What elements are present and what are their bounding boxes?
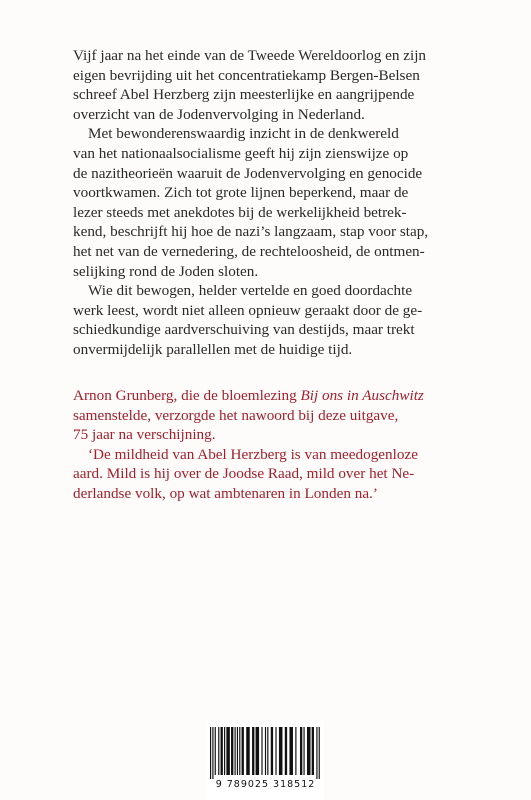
barcode-bar — [316, 727, 317, 779]
blurb-line: van het nationaalsocialisme geeft hij zijn zienswijze op — [73, 144, 409, 162]
barcode-bar — [307, 727, 311, 775]
barcode-bar — [226, 727, 230, 775]
blurb-text — [73, 46, 473, 360]
barcode-bar — [319, 727, 320, 779]
blurb-line: de nazitheorieën waaruit de Jodenvervolging en genocide — [73, 164, 423, 182]
blurb-paragraph-1 — [73, 46, 473, 124]
blurb-line: schreef Abel Herzberg zijn meesterlijke en aangrijpende — [73, 86, 415, 104]
blurb-line: onvermijdelijk parallellen met de huidige tijd. — [73, 340, 353, 358]
quote-line: ‘De mildheid van Abel Herzberg is van meedogenloze — [88, 445, 418, 463]
afterword-line: samenstelde, verzorgde het nawoord bij deze uitgave, — [73, 406, 399, 424]
barcode-bar — [239, 727, 240, 775]
blurb-line: Vijf jaar na het einde van de Tweede Wereldoorlog en zijn — [73, 47, 427, 64]
blurb-line: selijking rond de Joden sloten. — [73, 262, 259, 280]
blurb-line: het net van de vernedering, de rechteloosheid, de ontmen- — [73, 242, 425, 260]
barcode-bar — [271, 727, 273, 775]
blurb-line: Wie dit bewogen, helder vertelde en goed doordachte — [88, 282, 413, 300]
barcode-bar — [215, 727, 216, 775]
barcode-bar — [295, 727, 296, 775]
blurb-paragraph-2 — [73, 124, 473, 281]
blurb-line: overzicht van de Jodenvervolging in Nederland. — [73, 105, 365, 123]
barcode-bar — [285, 727, 287, 775]
barcode-bar — [231, 727, 233, 775]
quote-line: derlandse volk, op wat ambtenaren in Londen na.’ — [73, 484, 378, 502]
isbn-barcode — [207, 721, 324, 800]
barcode-bar — [246, 727, 250, 775]
isbn-number: 9 789025 318512 — [215, 779, 316, 790]
anthology-title: Bij ons in Auschwitz — [300, 387, 424, 404]
blurb-line: voortkwamen. Zich tot grote lijnen beperkend, maar de — [73, 184, 409, 202]
afterword-note — [73, 386, 473, 504]
barcode-bar — [252, 727, 254, 775]
barcode-bar — [289, 727, 293, 775]
barcode-bar — [237, 727, 238, 775]
barcode-bar — [212, 727, 213, 779]
barcode-bars — [210, 727, 321, 779]
blurb-line: schiedkundige aardverschuiving van destijds, maar trekt — [73, 321, 415, 339]
afterword-line — [73, 386, 473, 406]
barcode-bar — [312, 727, 314, 775]
barcode-bar — [221, 727, 223, 775]
blurb-line: lezer steeds met anekdotes bij de werkelijkheid betrek- — [73, 203, 407, 221]
blurb-line: kend, beschrijft hij hoe de nazi’s langzaam, stap voor stap, — [73, 223, 429, 241]
afterword-line: 75 jaar na verschijning. — [73, 426, 216, 444]
barcode-bar — [210, 727, 211, 779]
blurb-line: Met bewonderenswaardig inzicht in de denkwereld — [88, 125, 399, 143]
barcode-bar — [256, 727, 260, 775]
blurb-line: werk leest, wordt niet alleen opnieuw geraakt door de ge- — [73, 301, 423, 319]
quote-line: aard. Mild is hij over de Joodse Raad, mild over het Ne- — [73, 465, 415, 483]
barcode-bar — [265, 727, 266, 775]
barcode-bar — [267, 727, 268, 775]
barcode-bar — [261, 727, 262, 775]
afterword-intro: Arnon Grunberg, die de bloemlezing — [73, 387, 301, 404]
barcode-bar — [242, 727, 244, 775]
barcode-bar — [279, 727, 283, 775]
barcode-bar — [224, 727, 225, 775]
barcode-bar — [275, 727, 276, 775]
barcode-bar — [303, 727, 304, 775]
barcode-bar — [300, 727, 302, 775]
barcode-bar — [218, 727, 219, 775]
blurb-line: eigen bevrijding uit het concentratiekamp Bergen-Belsen — [73, 66, 420, 84]
blurb-paragraph-3 — [73, 281, 473, 359]
barcode-bar — [235, 727, 236, 775]
